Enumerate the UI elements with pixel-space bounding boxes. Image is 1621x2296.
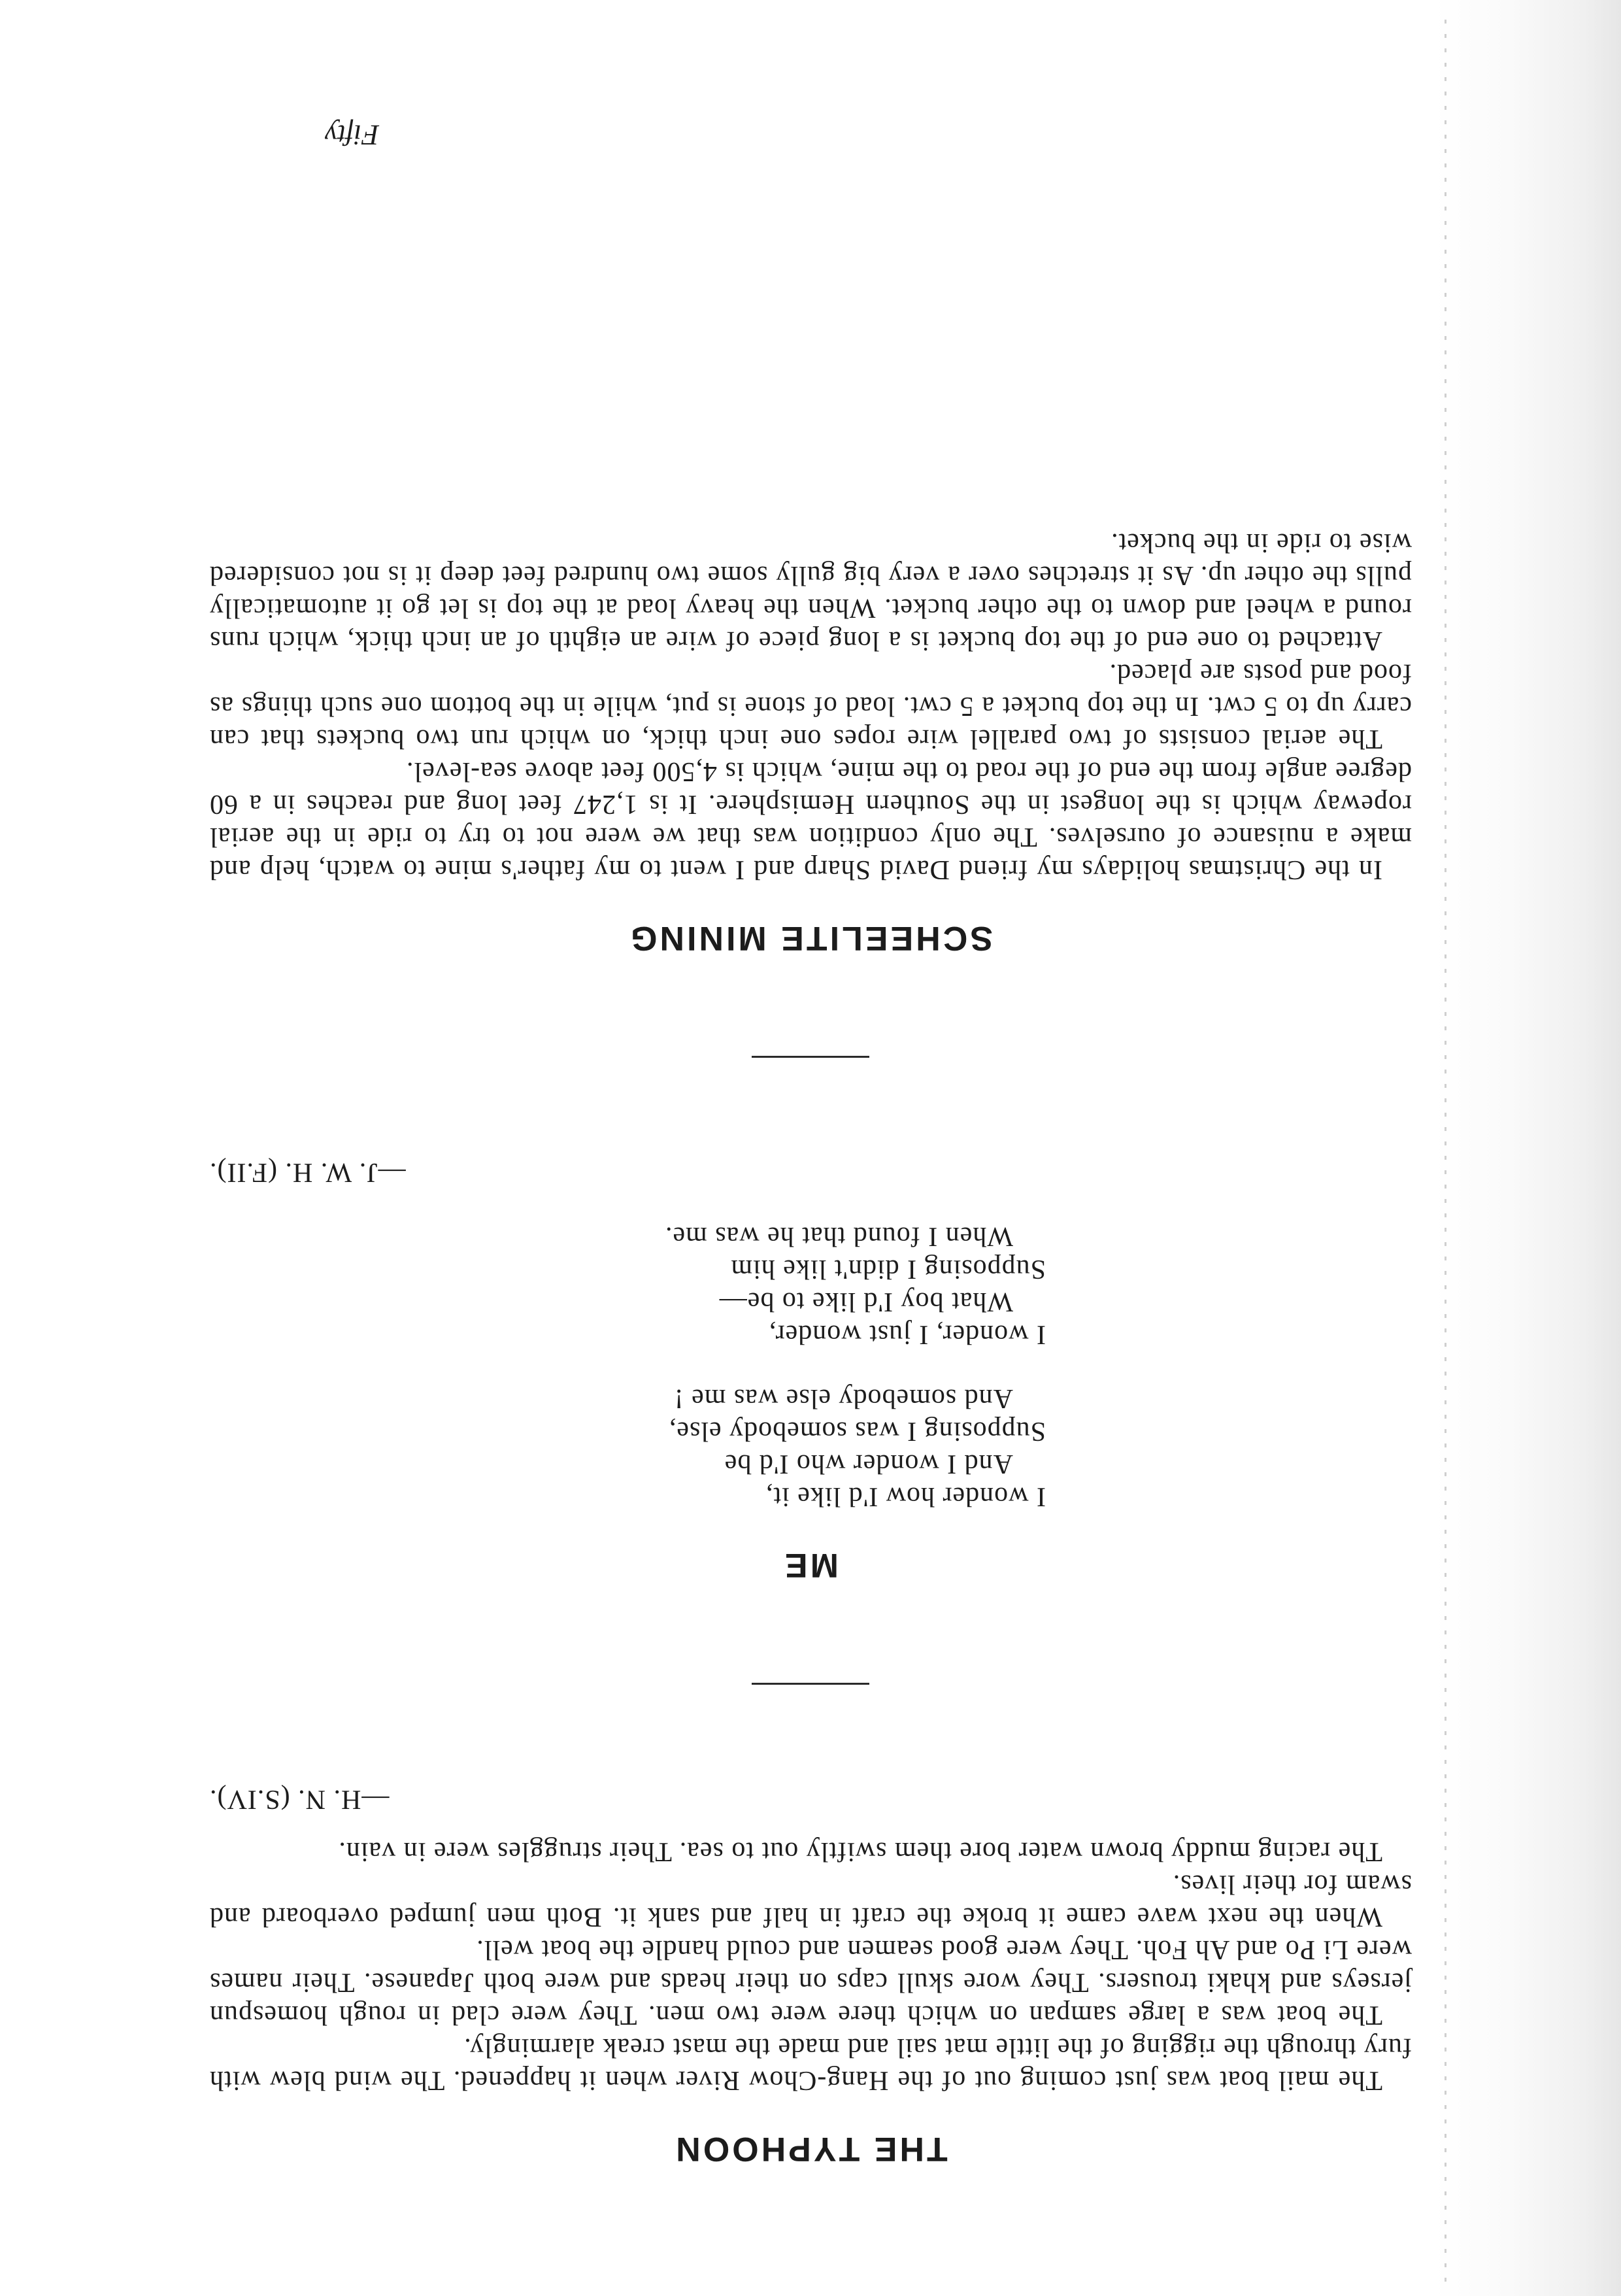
section-divider	[752, 1683, 869, 1685]
poem-line: Supposing I was somebody else,	[668, 1416, 1046, 1446]
poem-line: And somebody else was me !	[673, 1383, 1013, 1413]
poem-me	[209, 1156, 1412, 1585]
article-scheelite-mining	[209, 526, 1412, 958]
page-content	[209, 526, 1412, 2169]
poem-line: And I wonder who I'd be	[724, 1449, 1013, 1479]
article-paragraph: The boat was a large sampan on which there were two men. They were clad in rough homespun jerseys and khaki trousers. They wore skull caps on their heads and were both Japanese. Their names were Li Po and Ah Foh. They were good seamen and could handle the boat well.	[209, 1934, 1412, 2030]
article-paragraph: The aerial consists of two parallel wire ropes one inch thick, on which run two buckets that can carry up to 5 cwt. In the top bucket a 5 cwt. load of stone is put, while in the bottom one such things as food and posts are placed.	[209, 658, 1412, 754]
article-paragraph: The mail boat was just coming out of the Hang-Chow River when it happened. The wind blew with fury through the rigging of the little mat sail and made the mast creak alarmingly.	[209, 2033, 1412, 2095]
article-title: SCHEELITE MINING	[627, 919, 994, 957]
poem-stanza	[209, 1382, 1046, 1513]
poem-line: I wonder how I'd like it,	[765, 1481, 1046, 1511]
poem-body	[209, 1220, 1046, 1513]
author-signature: —H. N. (S.IV).	[209, 1784, 390, 1814]
article-typhoon	[209, 1783, 1412, 2169]
page-number: Fifty	[324, 119, 379, 151]
poem-stanza	[209, 1220, 1046, 1351]
poem-line: I wonder, I just wonder,	[768, 1319, 1046, 1349]
poem-line: Supposing I didn't like him	[730, 1254, 1046, 1284]
article-paragraph: In the Christmas holidays my friend David Sharp and I went to my father's mine to watch, help and make a nuisance of ourselves. The only condition was that we were not to try to ride in the aerial ropeway which is the longest in the Southern Hemisphere. It is 1,247 feet long and reaches in a 60 degree angle from the end of the road to the mine, which is 4,500 feet above sea-level.	[209, 756, 1412, 885]
section-divider	[752, 1056, 869, 1058]
poem-line: When I found that he was me.	[664, 1221, 1013, 1251]
article-paragraph: Attached to one end of the top bucket is a long piece of wire an eighth of an inch thick, which runs round a wheel and down to the other bucket. When the heavy load at the top is let go it automatically pulls the other up. As it stretches over a very big gully some two hundred feet deep it is not considered wise to ride in the bucket.	[209, 528, 1412, 656]
poem-title: ME	[782, 1546, 839, 1584]
article-paragraph: When the next wave came it broke the craft in half and sank it. Both men jumped overboard and swam for their lives.	[209, 1869, 1412, 1932]
poem-line: What boy I'd like to be—	[718, 1287, 1013, 1317]
article-paragraph: The racing muddy brown water bore them swiftly out to sea. Their struggles were in vain.	[338, 1836, 1382, 1866]
author-signature: —J. W. H. (F.II).	[209, 1157, 406, 1187]
article-title: THE TYPHOON	[673, 2130, 948, 2168]
